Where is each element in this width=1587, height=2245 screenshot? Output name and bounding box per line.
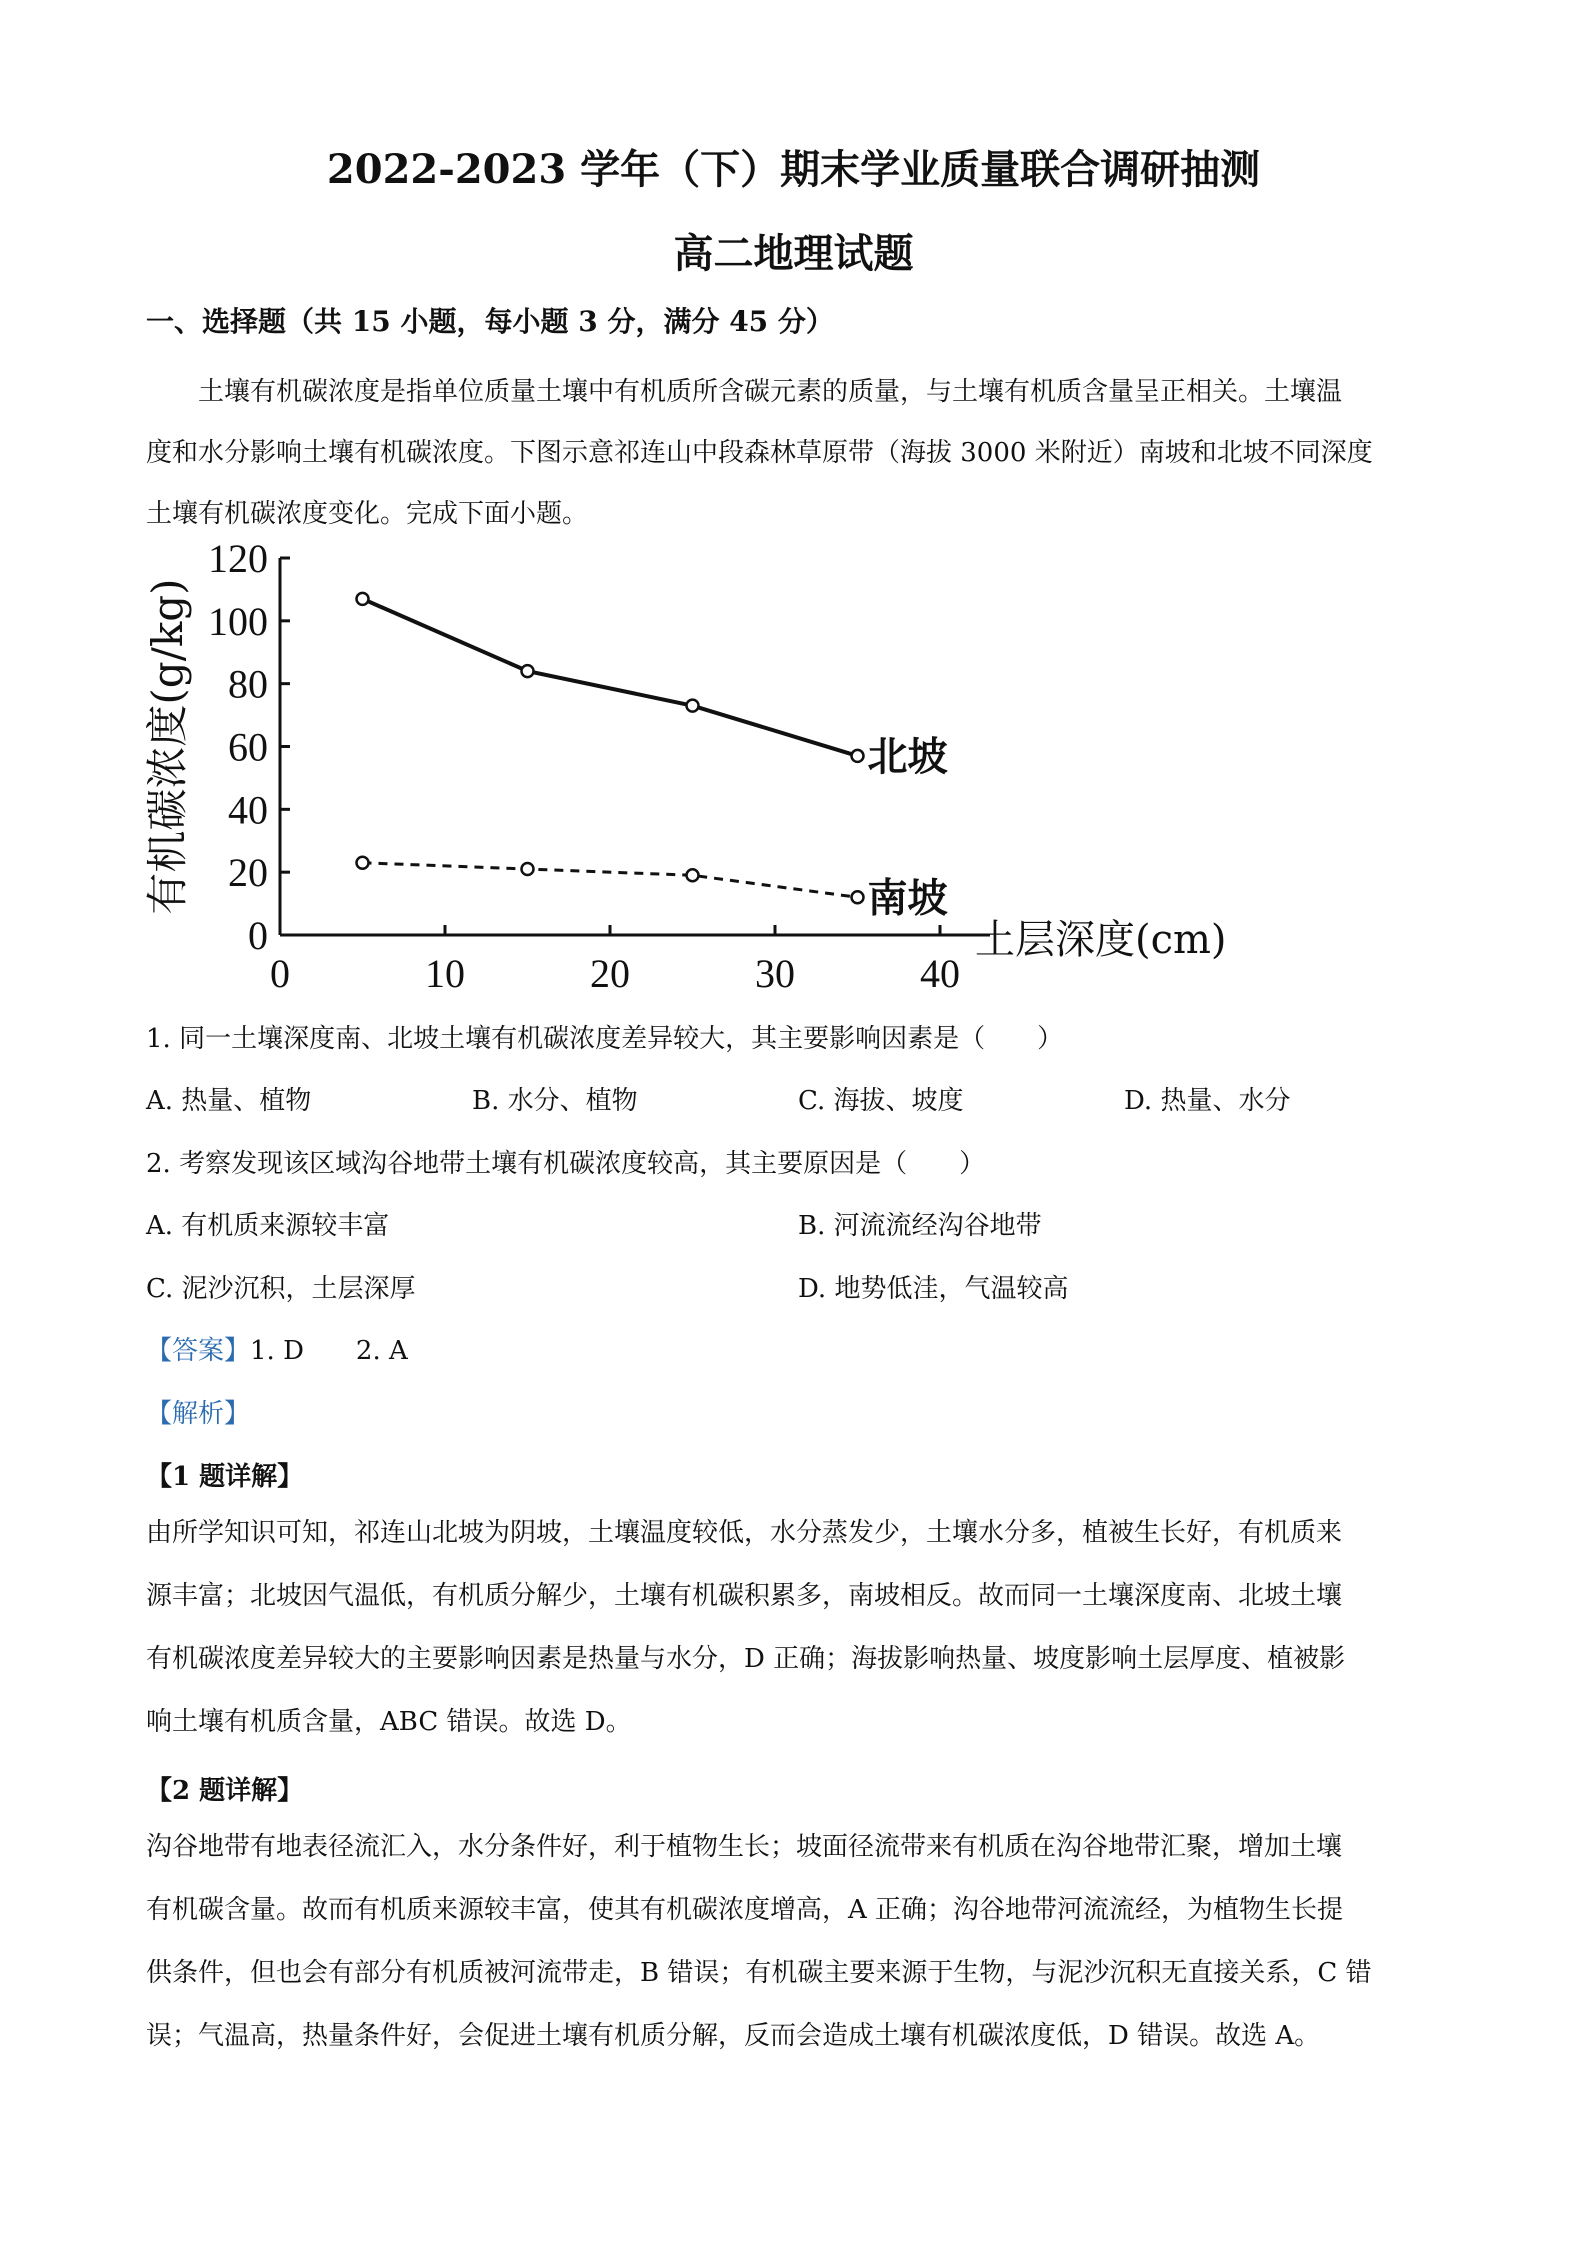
detail-line: 由所学知识可知，祁连山北坡为阴坡，土壤温度较低，水分蒸发少，土壤水分多，植被生长好，有机质来 [146,1518,1343,1548]
analysis-tag: 【解析】 [146,1399,251,1429]
q2-option-a[interactable]: A. 有机质来源较丰富 [146,1211,390,1241]
exam-subtitle: 高二地理试题 [673,230,914,277]
q1-option-b[interactable]: B. 水分、植物 [472,1086,638,1116]
detail-line: 沟谷地带有地表径流汇入，水分条件好，利于植物生长；坡面径流带来有机质在沟谷地带汇聚，增加土壤 [146,1832,1343,1862]
detail-line: 供条件，但也会有部分有机质被河流带走，B 错误；有机碳主要来源于生物，与泥沙沉积无直接关系，C 错 [146,1958,1372,1988]
intro-paragraph [146,362,1442,545]
data-point [852,891,864,903]
data-point [357,857,369,869]
soil-carbon-chart [140,530,1240,1000]
y-tick-label: 120 [208,536,268,581]
detail-line: 响土壤有机质含量，ABC 错误。故选 D。 [146,1707,632,1737]
intro-line: 土壤有机碳浓度是指单位质量土壤中有机质所含碳元素的质量，与土壤有机质含量呈正相关。土壤温 [198,377,1343,407]
data-point [522,863,534,875]
q1-option-a[interactable]: A. 热量、植物 [146,1086,312,1116]
data-point [357,593,369,605]
y-tick-label: 100 [208,598,268,644]
exam-title: 2022-2023 学年（下）期末学业质量联合调研抽测 [326,146,1261,193]
detail-line: 误；气温高，热量条件好，会促进土壤有机质分解，反而会造成土壤有机碳浓度低，D 错误。故选 A。 [146,2021,1321,2051]
y-tick-label: 40 [228,787,268,833]
detail-2-paragraph [146,1816,1442,2068]
x-tick-label: 30 [755,951,795,996]
y-tick-label: 20 [228,850,268,896]
data-point [852,750,864,762]
detail-1-paragraph [146,1502,1442,1754]
answer-text: 1. D 2. A [250,1336,408,1366]
intro-line: 度和水分影响土壤有机碳浓度。下图示意祁连山中段森林草原带（海拔 3000 米附近）南坡和北坡不同深度 [146,438,1373,468]
x-tick-label: 10 [425,951,465,996]
section-header: 一、选择题（共 15 小题，每小题 3 分，满分 45 分） [146,305,834,338]
x-tick-label: 20 [590,951,630,996]
q2-option-c[interactable]: C. 泥沙沉积，土层深厚 [146,1274,416,1304]
data-point [522,665,534,677]
q1-option-d[interactable]: D. 热量、水分 [1124,1086,1291,1116]
answer-line [146,1330,408,1367]
y-tick-label: 0 [248,913,268,958]
series-label: 北坡 [867,732,948,780]
x-tick-label: 40 [920,951,960,996]
detail-1-title: 【1 题详解】 [146,1462,304,1492]
question-2-stem: 2. 考察发现该区域沟谷地带土壤有机碳浓度较高，其主要原因是（ ） [146,1149,986,1179]
q2-option-b[interactable]: B. 河流流经沟谷地带 [798,1211,1042,1241]
q2-option-d[interactable]: D. 地势低洼，气温较高 [798,1274,1069,1304]
y-axis-label: 有机碳浓度(g/kg) [143,578,192,915]
answer-tag: 【答案】 [146,1336,251,1366]
x-tick-label: 0 [270,951,290,996]
detail-line: 有机碳含量。故而有机质来源较丰富，使其有机碳浓度增高，A 正确；沟谷地带河流流经，为植物生长提 [146,1895,1344,1925]
question-1-stem: 1. 同一土壤深度南、北坡土壤有机碳浓度差异较大，其主要影响因素是（ ） [146,1024,1064,1054]
detail-line: 源丰富；北坡因气温低，有机质分解少，土壤有机碳积累多，南坡相反。故而同一土壤深度南、北坡土壤 [146,1581,1343,1611]
q1-option-c[interactable]: C. 海拔、坡度 [798,1086,964,1116]
data-point [687,700,699,712]
y-tick-label: 60 [228,724,268,770]
data-point [687,869,699,881]
chart-svg [140,530,1240,1000]
series-line-north [363,599,858,756]
series-label: 南坡 [867,874,948,922]
y-tick-label: 80 [228,661,268,707]
detail-2-title: 【2 题详解】 [146,1776,304,1806]
intro-line: 土壤有机碳浓度变化。完成下面小题。 [146,499,589,529]
detail-line: 有机碳浓度差异较大的主要影响因素是热量与水分，D 正确；海拔影响热量、坡度影响土层厚度、植被影 [146,1644,1346,1674]
x-axis-label: 土层深度(cm) [975,917,1227,963]
series-line-south [363,863,858,898]
